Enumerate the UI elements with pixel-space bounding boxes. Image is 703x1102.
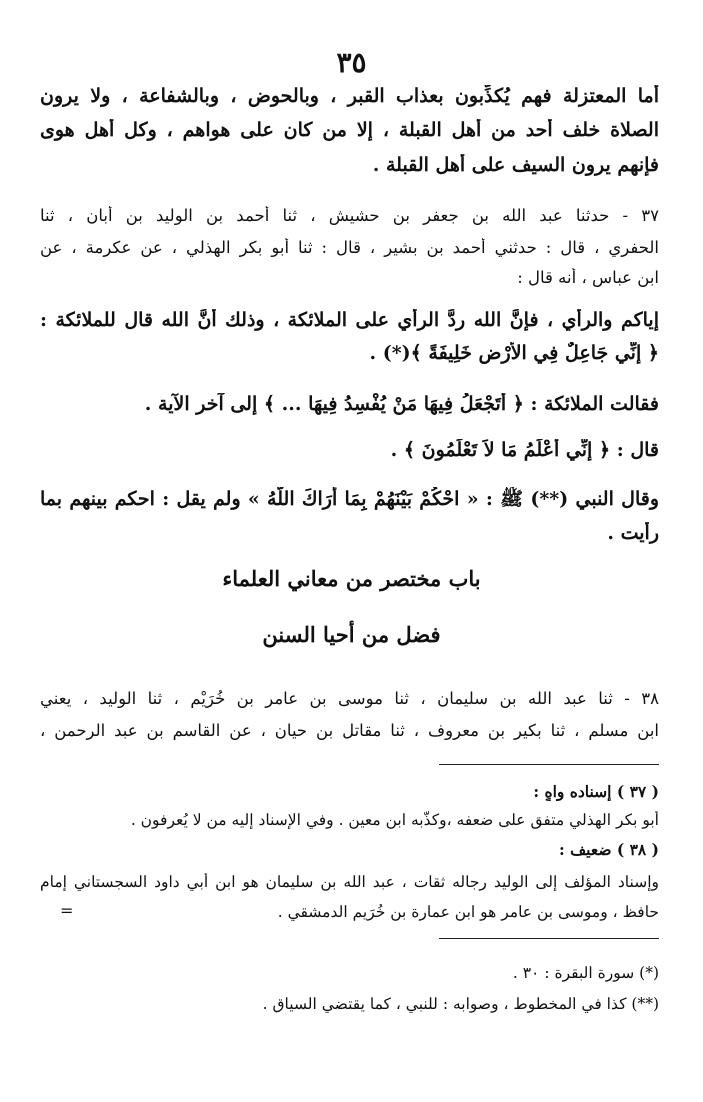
text-line: ابن عباس ، أنه قال : <box>517 268 659 287</box>
footnote-separator <box>439 764 659 765</box>
quran-verse-line: ﴿ إِنِّي جَاعِلٌ فِي الأَرْضِ خَلِيفَةً ﴾(*) . <box>369 342 659 364</box>
text-line: أما المعتزلة فهم يُكذِّبون بعذاب القبر ، وبالحوض ، وبالشفاعة ، ولا يرون <box>40 85 659 107</box>
chapter-heading: باب مختصر من معاني العلماء <box>222 566 481 591</box>
text-line: وقال النبي (**) ﷺ : « احْكُمْ بَيْنَهُمْ بِمَا أَرَاكَ اللَّهُ » ولم يقل : احكم بينهم بما <box>40 488 659 510</box>
text-line: ٣٧ - حدثنا عبد الله بن جعفر بن حشيش ، ثنا أحمد بن الوليد بن أبان ، ثنا <box>40 206 659 225</box>
endnote: (**) كذا في المخطوط ، وصوابه : للنبي ، كما يقتضي السياق . <box>262 995 659 1013</box>
text-line: رأيت . <box>607 522 659 544</box>
endnote-separator <box>439 938 659 939</box>
text-line: الحفري ، قال : حدثني أحمد بن بشير ، قال : ثنا أبو بكر الهذلي ، عن عكرمة ، عن <box>40 238 659 257</box>
footnote-text: حافظ ، وموسى بن عامر هو ابن عمارة بن خُرَيم الدمشقي . <box>277 903 659 921</box>
footnote-title: ( ٣٧ ) إسناده واهٍ : <box>533 782 659 801</box>
text-line: ابن مسلم ، ثنا بكير بن معروف ، ثنا مقاتل بن حيان ، عن القاسم بن عبد الرحمن ، <box>40 721 659 740</box>
continuation-mark: = <box>60 901 74 920</box>
quran-verse-line: فقالت الملائكة : ﴿ أَتَجْعَلُ فِيهَا مَنْ يُفْسِدُ فِيهَا ... ﴾ إلى آخر الآية . <box>144 393 659 415</box>
text-line: فإنهم يرون السيف على أهل القبلة . <box>372 154 659 176</box>
text-line: إياكم والرأي ، فإنَّ الله ردَّ الرأي على الملائكة ، وذلك أنَّ الله قال للملائكة : <box>40 309 659 331</box>
footnote-text: أبو بكر الهذلي متفق على ضعفه ،وكذَّبه ابن معين . وفي الإسناد إليه من لا يُعرفون . <box>130 811 659 829</box>
page-number: ٣٥ <box>336 46 367 79</box>
footnote-text: وإسناد المؤلف إلى الوليد رجاله ثقات ، عبد الله بن سليمان هو ابن أبي داود السجستاني إمام <box>40 873 659 891</box>
quran-verse-line: قال : ﴿ إِنِّي أَعْلَمُ مَا لاَ تَعْلَمُونَ ﴾ . <box>390 439 659 461</box>
endnote: (*) سورة البقرة : ٣٠ . <box>512 964 659 982</box>
footnote-title: ( ٣٨ ) ضعيف : <box>559 840 659 859</box>
section-heading: فضل من أحيا السنن <box>262 622 441 647</box>
text-line: الصلاة خلف أحد من أهل القبلة ، إلا من كان على هواهم ، وكل أهل هوى <box>40 119 659 141</box>
text-line: ٣٨ - ثنا عبد الله بن سليمان ، ثنا موسى بن عامر بن خُرَيْم ، ثنا الوليد ، يعني <box>40 689 659 708</box>
